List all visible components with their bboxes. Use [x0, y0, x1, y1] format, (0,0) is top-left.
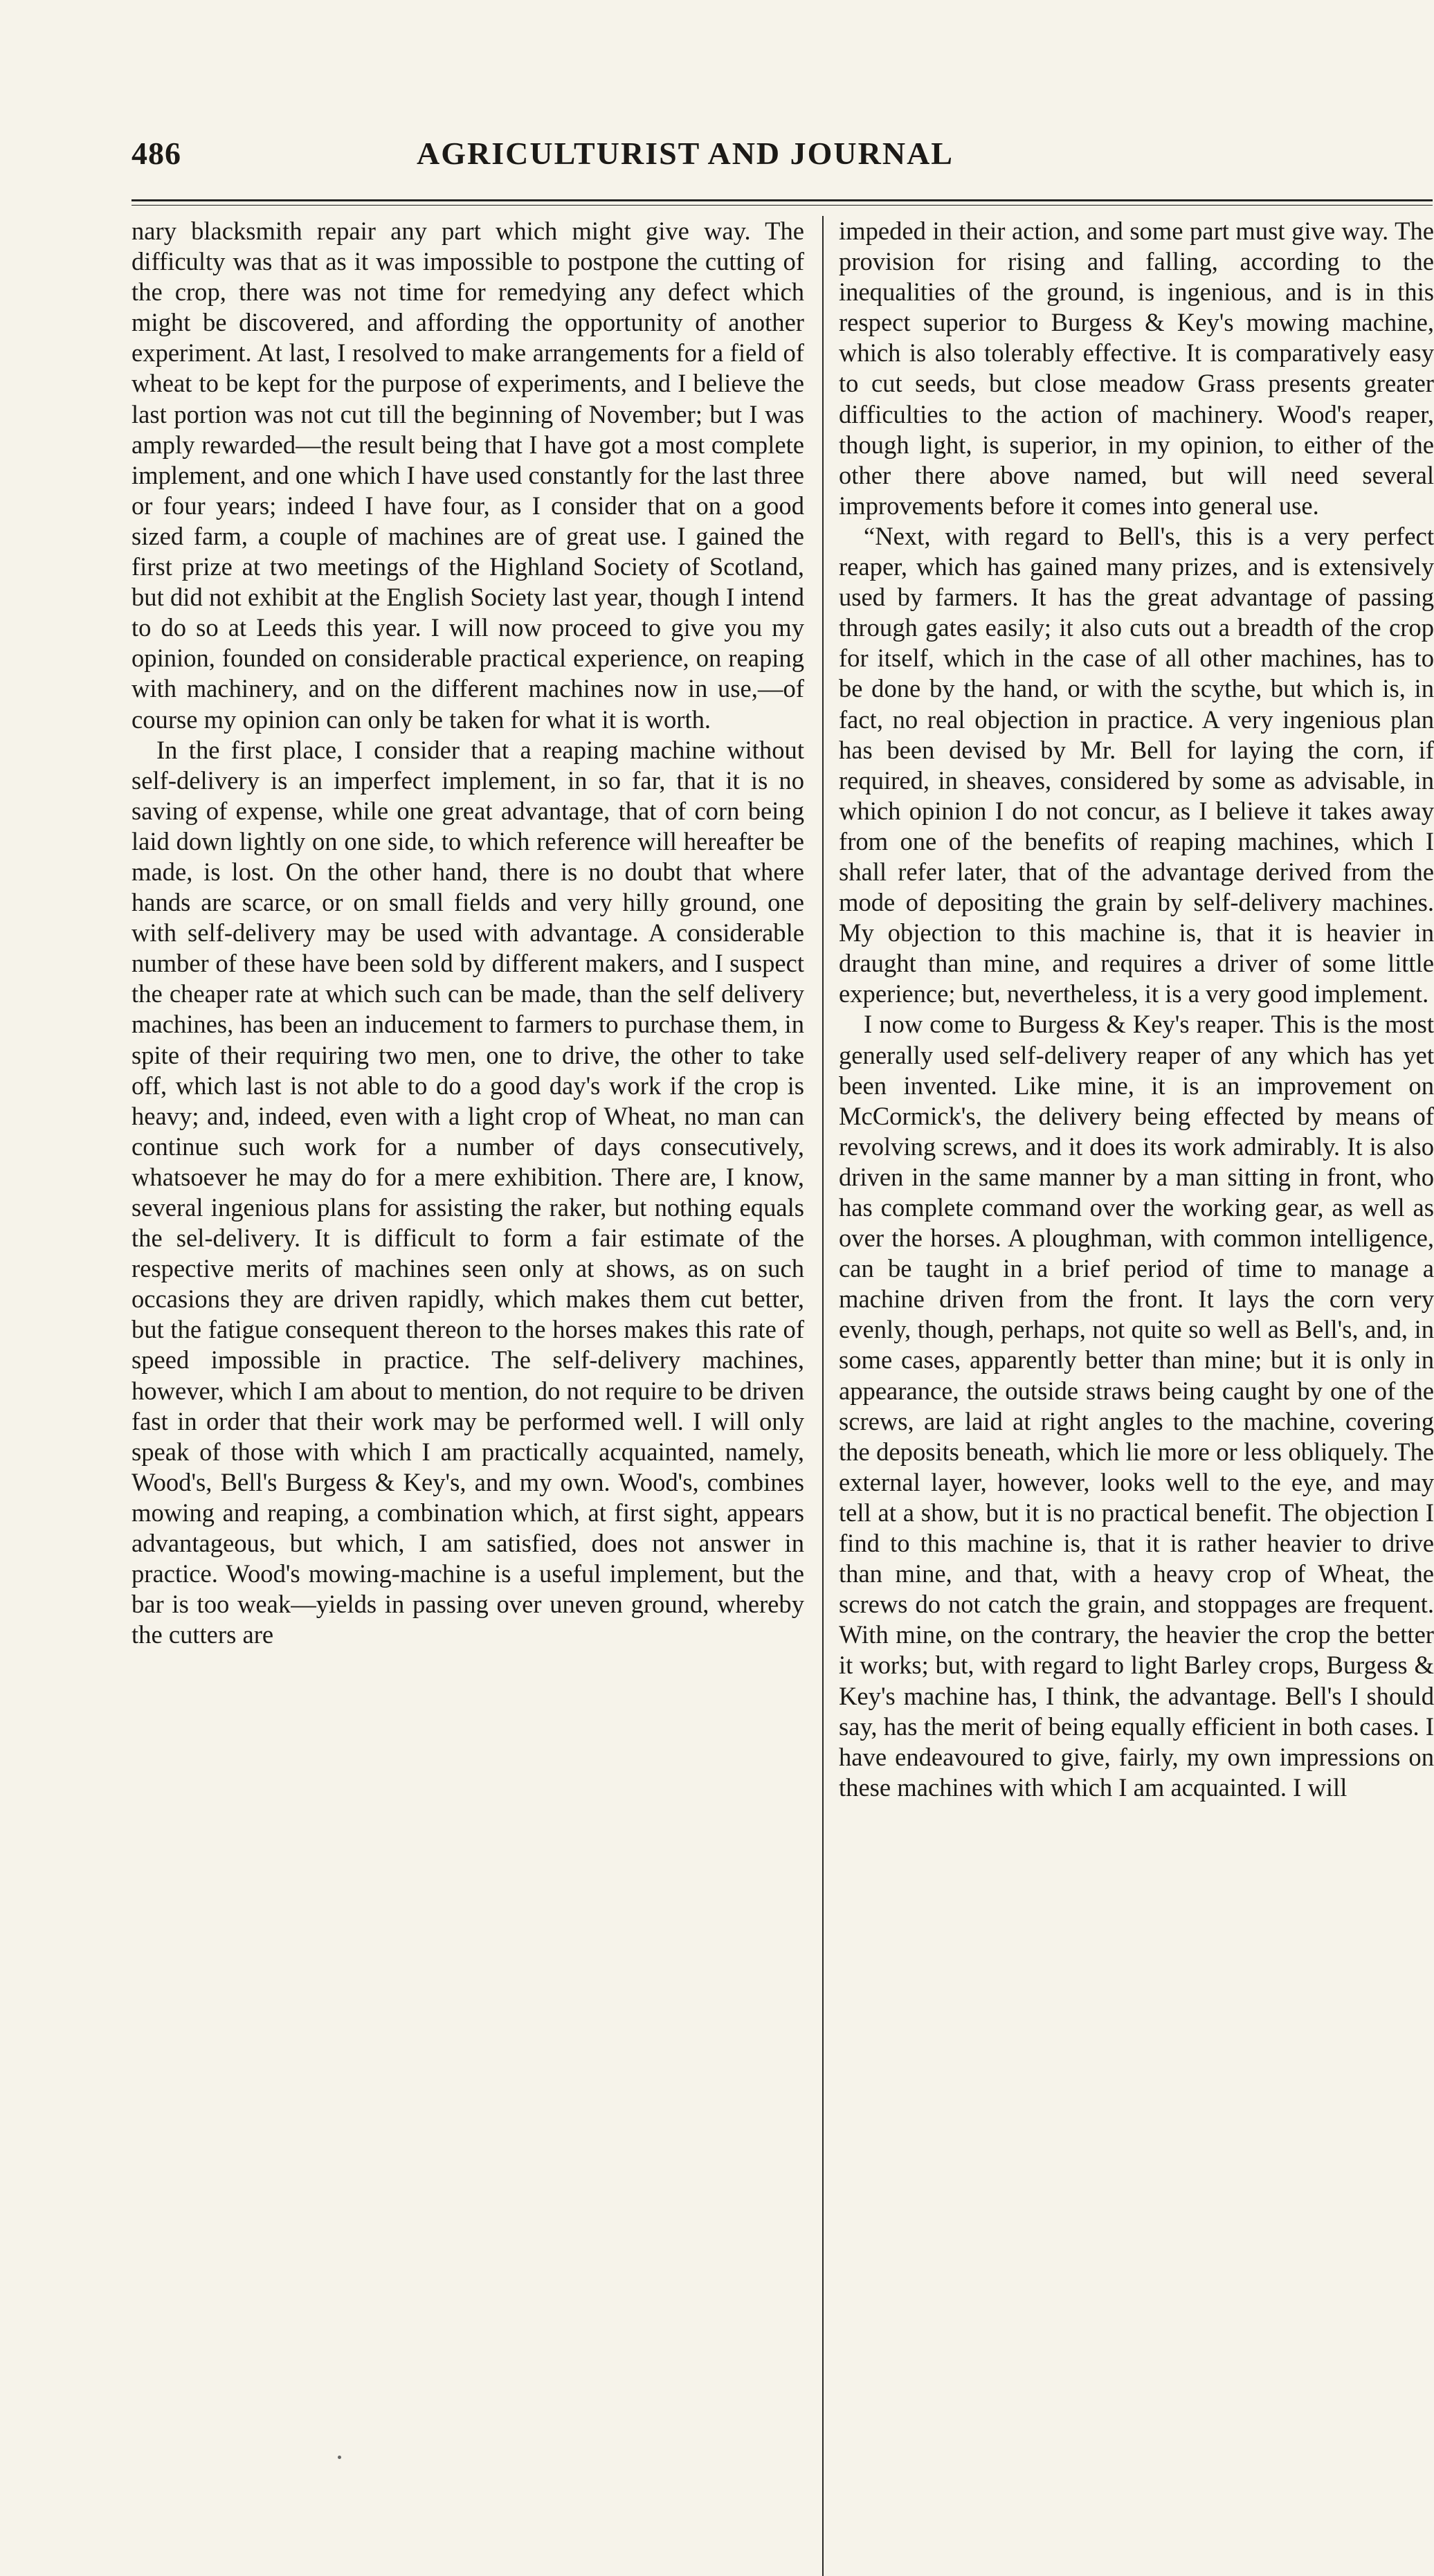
paragraph: In the first place, I consider that a reaping machine without self-delivery is an imperfect implement, in so far, that it is no saving of expense, while one great advantage, that of corn being laid down lightly on one side, to which reference will hereafter be made, is lost. On the other hand, there is no doubt that where hands are scarce, or on small fields and very hilly ground, one with self-delivery may be used with advantage. A considerable number of these have been sold by different makers, and I suspect the cheaper rate at which such can be made, than the self delivery machines, has been an inducement to farmers to purchase them, in spite of their requiring two men, one to drive, the other to take off, which last is not able to do a good day's work if the crop is heavy; and, indeed, even with a light crop of Wheat, no man can continue such work for a number of days consecutively, whatsoever he may do for a mere exhibition. There are, I know, several ingenious plans for assisting the raker, but nothing equals the sel-delivery. It is difficult to form a fair estimate of the respective merits of machines seen only at shows, as on such occasions they are driven rapidly, which makes them cut better, but the fatigue consequent thereon to the horses makes this rate of speed impossible in practice. The self-delivery machines, however, which I am about to mention, do not require to be driven fast in order that their work may be performed well. I will only speak of those with which I am practically acquainted, namely, Wood's, Bell's Burgess & Key's, and my own. Wood's, combines mowing and reaping, a combination which, at first sight, appears advantageous, but which, I am satisfied, does not answer in practice. Wood's mowing-machine is a useful implement, but the bar is too weak—yields in passing over uneven ground, whereby the cutters are	[131, 735, 804, 1649]
paragraph: I now come to Burgess & Key's reaper. This is the most generally used self-delivery reaper of any which has yet been invented. Like mine, it is an improvement on McCormick's, the delivery being effected by means of revolving screws, and it does its work admirably. It is also driven in the same manner by a man sitting in front, who has complete command over the working gear, as well as over the horses. A ploughman, with common intelligence, can be taught in a brief period of time to manage a machine driven from the front. It lays the corn very evenly, though, perhaps, not quite so well as Bell's, and, in some cases, apparently better than mine; but it is only in appearance, the outside straws being caught by one of the screws, are laid at right angles to the machine, covering the deposits beneath, which lie more or less obliquely. The external layer, however, looks well to the eye, and may tell at a show, but it is no practical benefit. The objection I find to this machine is, that it is rather heavier to drive than mine, and that, with a heavy crop of Wheat, the screws do not catch the grain, and stoppages are frequent. With mine, on the contrary, the heavier the crop the better it works; but, with regard to light Barley crops, Burgess & Key's machine has, I think, the advantage. Bell's I should say, has the merit of being equally efficient in both cases. I have endeavoured to give, fairly, my own impressions on these machines with which I am acquainted. I will	[839, 1010, 1434, 1802]
column-rule	[822, 216, 824, 2576]
running-title: AGRICULTURIST AND JOURNAL	[417, 136, 954, 171]
page-header	[131, 135, 1363, 183]
print-speck	[338, 2456, 341, 2459]
paragraph: “Next, with regard to Bell's, this is a very perfect reaper, which has gained many prizes, and is extensively used by farmers. It has the great advantage of passing through gates easily; it also cuts out a breadth of the crop for itself, which in the case of all other machines, has to be done by the hand, or with the scythe, but which is, in fact, no real objection in practice. A very ingenious plan has been devised by Mr. Bell for laying the corn, if required, in sheaves, considered by some as advisable, in which opinion I do not concur, as I believe it takes away from one of the benefits of reaping machines, which I shall refer later, that of the advantage derived from the mode of depositing the grain by self-delivery machines. My objection to this machine is, that it is heavier in draught than mine, and requires a driver of some little experience; but, nevertheless, it is a very good implement.	[839, 521, 1434, 1008]
left-column	[131, 216, 804, 1650]
right-column	[839, 216, 1434, 1803]
paragraph: impeded in their action, and some part must give way. The provision for rising and falling, according to the inequalities of the ground, is ingenious, and is in this respect superior to Burgess & Key's mowing machine, which is also tolerably effective. It is comparatively easy to cut seeds, but close meadow Grass presents greater difficulties to the action of machinery. Wood's reaper, though light, is superior, in my opinion, to either of the other there above named, but will need several improvements before it comes into general use.	[839, 217, 1434, 520]
paragraph: nary blacksmith repair any part which might give way. The difficulty was that as it was impossible to postpone the cutting of the crop, there was not time for remedying any defect which might be discovered, and affording the opportunity of another experiment. At last, I resolved to make arrangements for a field of wheat to be kept for the purpose of experiments, and I believe the last portion was not cut till the beginning of November; but I was amply rewarded—the result being that I have got a most complete implement, and one which I have used constantly for the last three or four years; indeed I have four, as I consider that on a good sized farm, a couple of machines are of great use. I gained the first prize at two meetings of the Highland Society of Scotland, but did not exhibit at the English Society last year, though I intend to do so at Leeds this year. I will now proceed to give you my opinion, founded on considerable practical experience, on reaping with machinery, and on the different machines now in use,—of course my opinion can only be taken for what it is worth.	[131, 217, 804, 734]
page-number: 486	[131, 136, 181, 171]
header-rule	[131, 199, 1433, 206]
